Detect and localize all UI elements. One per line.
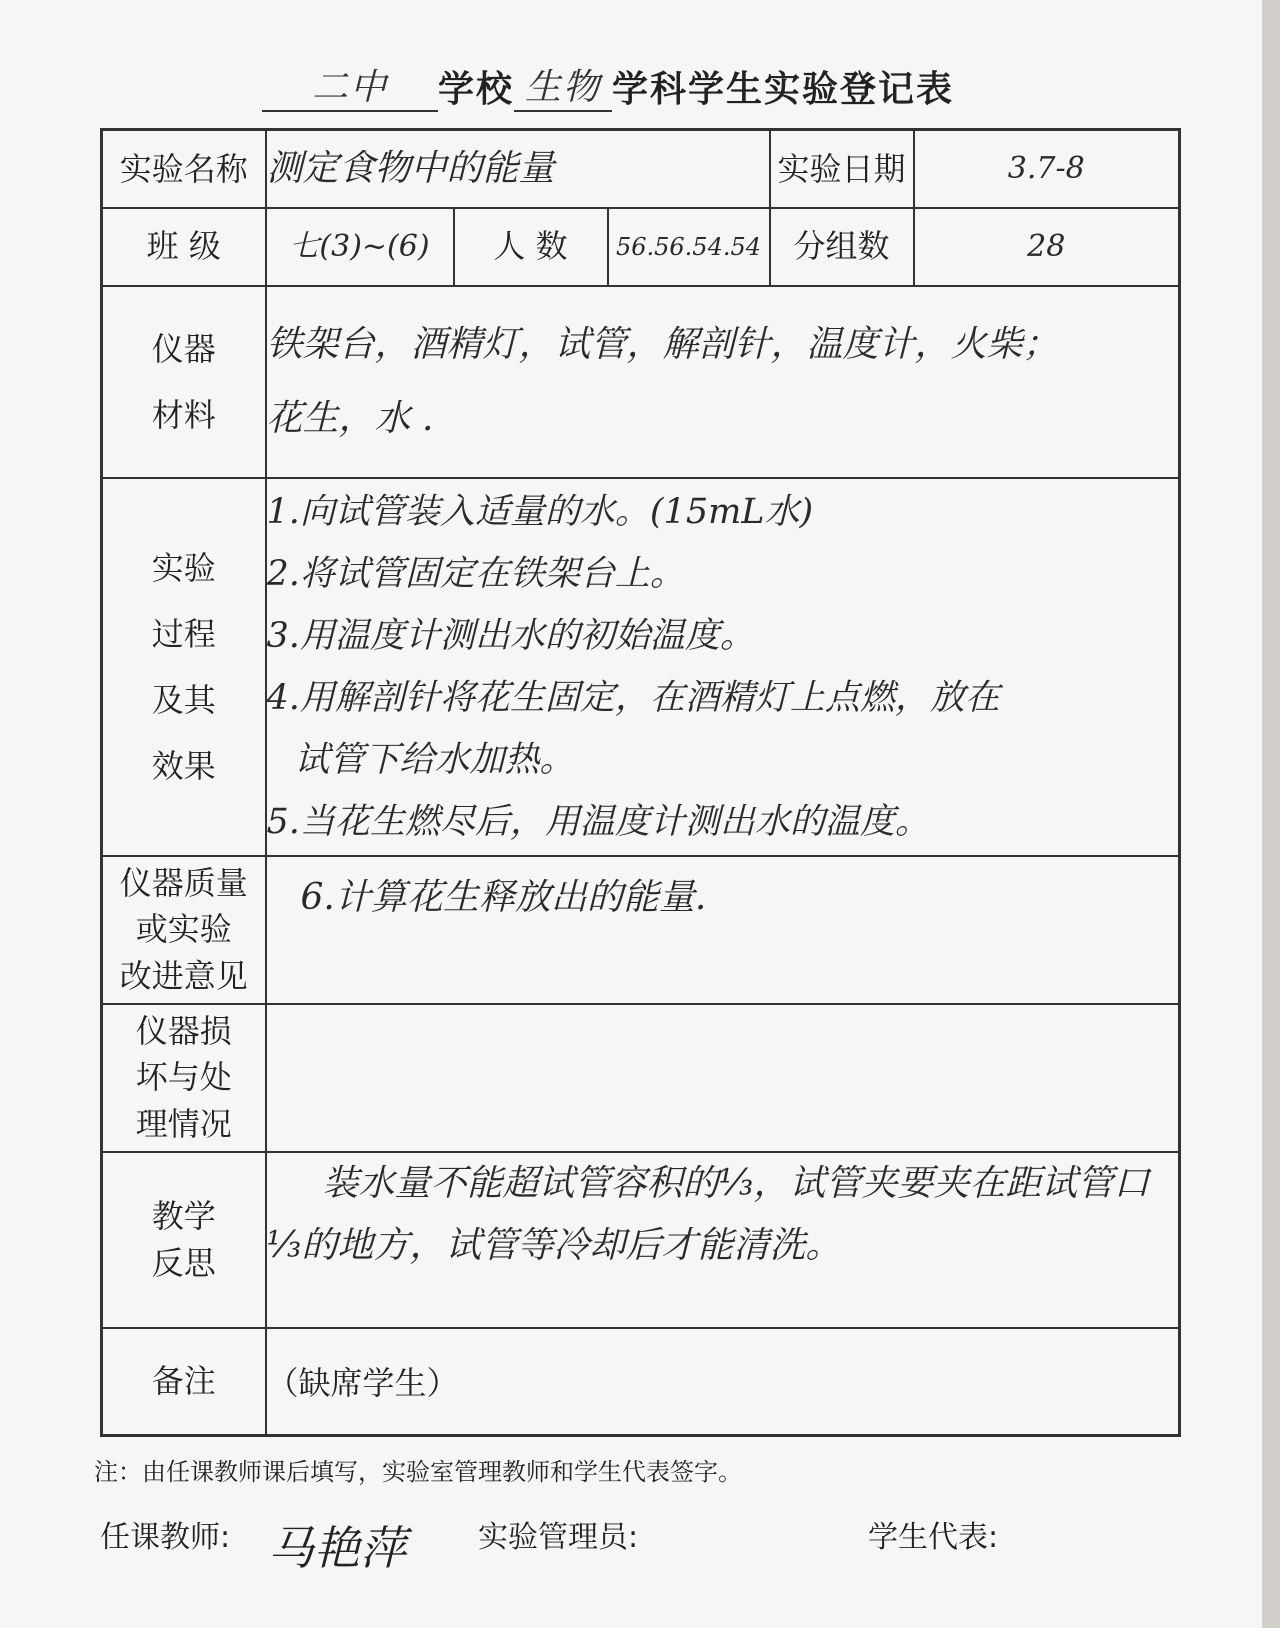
school-label: 学校 [438,69,515,110]
improvement-label [102,856,266,1004]
damage-value [266,1004,1180,1152]
reflection-label-line: 反思 [151,1243,216,1282]
footnote: 注：由任课教师课后填写，实验室管理教师和学生代表签字。 [94,1458,742,1486]
equipment-label [102,286,266,478]
process-label-line: 及其 [151,680,216,719]
student-rep-label: 学生代表: [868,1520,999,1555]
school-name-fill: 二中 [262,59,438,112]
teacher-label: 任课教师: [100,1520,231,1555]
process-step: 5.当花生燃尽后，用温度计测出水的温度。 [266,801,930,842]
row-equipment [102,286,1180,478]
process-step: 1.向试管装入适量的水。(15mL水) [266,491,814,532]
page-title [262,42,1002,112]
group-count-label: 分组数 [770,208,914,286]
improvement-label-line: 仪器质量 [119,863,248,902]
row-remarks [102,1328,1180,1436]
paper-edge [1262,0,1280,1628]
process-label [102,478,266,856]
improvement-label-line: 改进意见 [119,956,248,995]
improvement-value: 6.计算花生释放出的能量. [266,856,1180,1004]
reflection-label-line: 教学 [151,1197,216,1236]
equipment-line: 铁架台，酒精灯，试管，解剖针，温度计，火柴； [266,323,1059,365]
remarks-label: 备注 [102,1328,266,1436]
teacher-signature: 马艳萍 [268,1521,406,1575]
process-label-line: 效果 [151,746,216,785]
row-process [102,478,1180,856]
experiment-date-label: 实验日期 [770,130,914,208]
equipment-label-line: 材料 [151,395,216,434]
process-step: 3.用温度计测出水的初始温度。 [266,615,755,656]
lab-admin-label: 实验管理员: [478,1520,639,1555]
remarks-value: （缺席学生） [266,1328,1180,1436]
student-count-value: 56.56.54.54 [608,208,770,286]
process-step: 2.将试管固定在铁架台上。 [266,553,685,594]
row-class-info [102,208,1180,286]
damage-label-line: 仪器损 [135,1011,232,1050]
class-value: 七(3)~(6) [266,208,454,286]
signature-line [100,1498,1200,1575]
experiment-date-value: 3.7-8 [914,130,1180,208]
improvement-label-line: 或实验 [135,910,232,949]
student-count-label: 人 数 [454,208,608,286]
class-label: 班 级 [102,208,266,286]
experiment-name-value: 测定食物中的能量 [266,130,770,208]
process-step: 试管下给水加热。 [294,739,575,780]
row-improvement [102,856,1180,1004]
reflection-value: 装水量不能超试管容积的⅓，试管夹要夹在距试管口⅓的地方，试管等冷却后才能清洗。 [266,1152,1180,1328]
subject-fill: 生物 [514,59,612,112]
process-label-line: 过程 [151,614,216,653]
damage-label-line: 理情况 [135,1104,232,1143]
registration-table [100,128,1181,1437]
title-suffix: 学科学生实验登记表 [612,69,955,110]
process-label-line: 实验 [151,548,216,587]
row-damage [102,1004,1180,1152]
group-count-value: 28 [914,208,1180,286]
row-experiment-name [102,130,1180,208]
damage-label [102,1004,266,1152]
experiment-name-label: 实验名称 [102,130,266,208]
equipment-label-line: 仪器 [151,329,216,368]
damage-label-line: 坏与处 [135,1058,232,1097]
equipment-value [266,286,1180,478]
equipment-line: 花生，水 . [266,397,434,439]
process-steps [266,478,1180,856]
process-step: 4.用解剖针将花生固定，在酒精灯上点燃，放在 [266,677,1000,718]
row-reflection [102,1152,1180,1328]
reflection-label [102,1152,266,1328]
